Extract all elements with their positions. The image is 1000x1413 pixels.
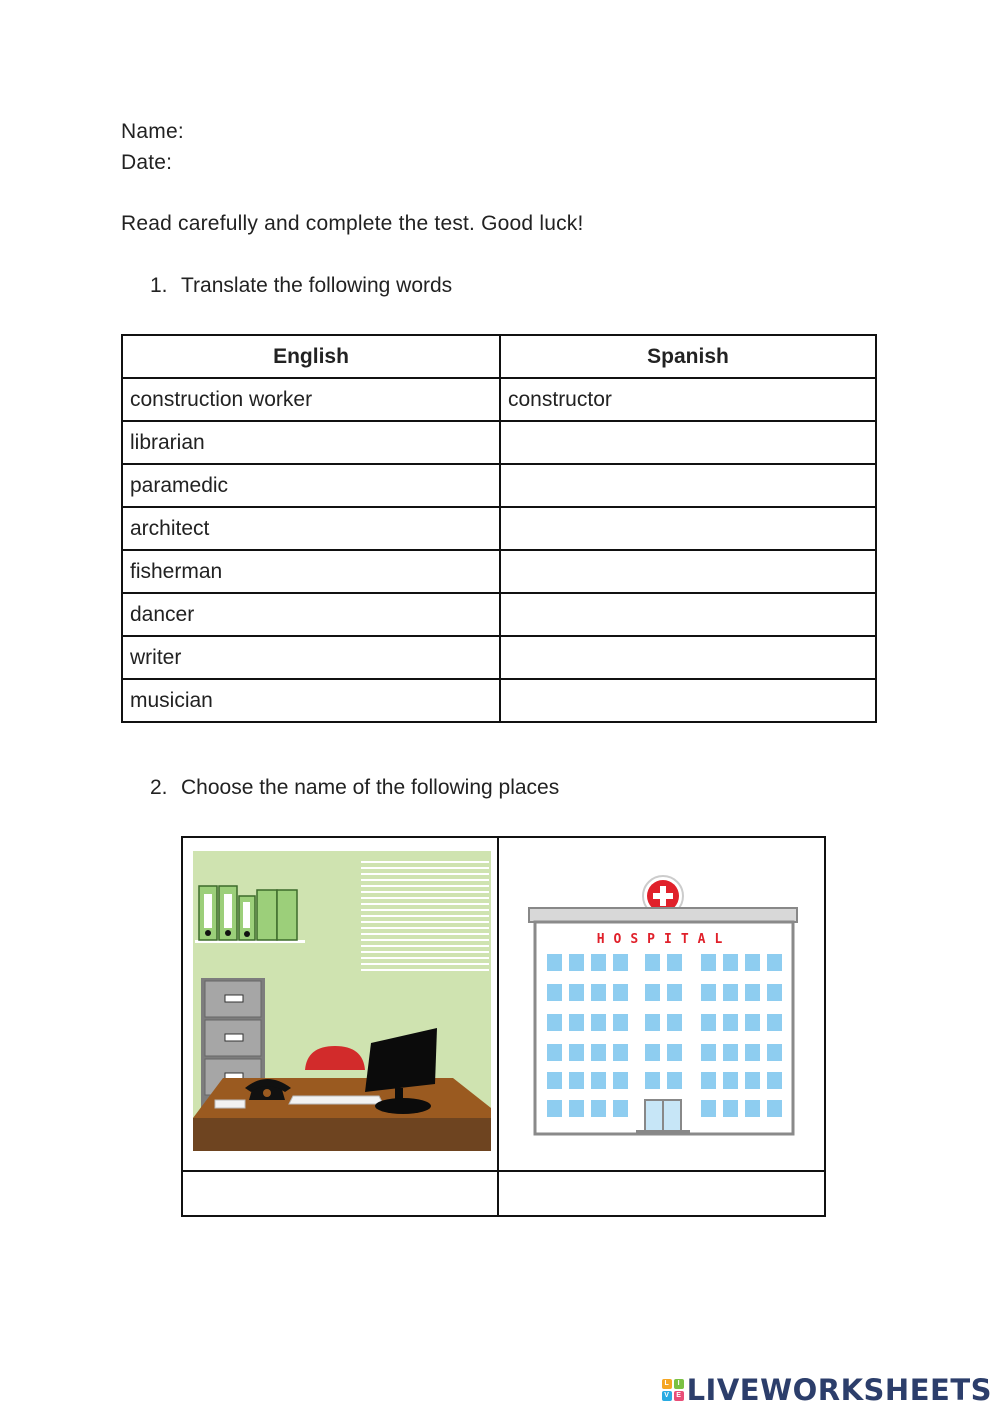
table-row	[122, 679, 876, 722]
hospital-window	[645, 1014, 660, 1031]
hospital-window	[547, 984, 562, 1001]
question-prompt: Choose the name of the following places	[181, 776, 560, 799]
hospital-window	[767, 1100, 782, 1117]
question-number: 1.	[150, 274, 168, 297]
question-1	[150, 274, 452, 298]
hospital-window	[645, 984, 660, 1001]
column-header-spanish: Spanish	[500, 335, 876, 378]
places-table	[181, 836, 826, 1217]
question-2	[150, 776, 559, 800]
hospital-window	[767, 954, 782, 971]
hospital-window	[547, 1044, 562, 1061]
hospital-window	[723, 1044, 738, 1061]
hospital-window	[745, 1044, 760, 1061]
table-row	[122, 421, 876, 464]
hospital-window	[723, 954, 738, 971]
spanish-answer-field[interactable]	[500, 593, 876, 636]
hospital-window	[645, 1072, 660, 1089]
table-row	[122, 636, 876, 679]
hospital-window	[745, 1100, 760, 1117]
hospital-window	[547, 1100, 562, 1117]
hospital-window	[613, 984, 628, 1001]
hospital-window	[645, 954, 660, 971]
hospital-window	[745, 1072, 760, 1089]
hospital-window	[723, 1072, 738, 1089]
hospital-window	[745, 954, 760, 971]
hospital-window	[701, 1072, 716, 1089]
hospital-window	[591, 1100, 606, 1117]
hospital-window	[591, 984, 606, 1001]
hospital-window	[701, 1014, 716, 1031]
spanish-answer-field[interactable]	[500, 679, 876, 722]
badge-letter: L	[662, 1379, 672, 1389]
hospital-window	[547, 1014, 562, 1031]
table-row	[122, 464, 876, 507]
instructions: Read carefully and complete the test. Good luck!	[121, 212, 584, 235]
hospital-window	[613, 1014, 628, 1031]
table-header-row	[122, 335, 876, 378]
table-row	[122, 507, 876, 550]
badge-letter: E	[674, 1391, 684, 1401]
hospital-window	[767, 984, 782, 1001]
hospital-window	[723, 1014, 738, 1031]
spanish-answer-field[interactable]	[500, 636, 876, 679]
name-label: Name:	[121, 120, 184, 143]
hospital-window	[701, 1044, 716, 1061]
hospital-window	[613, 1072, 628, 1089]
hospital-window	[645, 1044, 660, 1061]
office-illustration	[183, 838, 497, 1170]
hospital-window	[591, 1044, 606, 1061]
table-row	[122, 593, 876, 636]
english-word: writer	[122, 636, 500, 679]
spanish-answer-field[interactable]	[500, 507, 876, 550]
hospital-illustration	[499, 838, 824, 1170]
hospital-window	[745, 984, 760, 1001]
english-word: dancer	[122, 593, 500, 636]
hospital-window	[547, 954, 562, 971]
english-word: librarian	[122, 421, 500, 464]
hospital-window	[767, 1072, 782, 1089]
hospital-window	[767, 1014, 782, 1031]
hospital-window	[701, 1100, 716, 1117]
hospital-window	[569, 1044, 584, 1061]
spanish-answer-field[interactable]	[500, 550, 876, 593]
vocabulary-table	[121, 334, 877, 723]
spanish-answer-field[interactable]	[500, 421, 876, 464]
hospital-window	[667, 984, 682, 1001]
hospital-window	[613, 954, 628, 971]
question-number: 2.	[150, 776, 168, 799]
hospital-window	[667, 954, 682, 971]
hospital-window	[701, 954, 716, 971]
hospital-window	[613, 1044, 628, 1061]
hospital-window	[745, 1014, 760, 1031]
hospital-window	[723, 1100, 738, 1117]
english-word: construction worker	[122, 378, 500, 421]
liveworksheets-logo	[662, 1373, 992, 1407]
badge-letter: V	[662, 1391, 672, 1401]
place-answer-field-hospital[interactable]	[498, 1171, 825, 1216]
table-row	[122, 550, 876, 593]
date-label: Date:	[121, 151, 173, 174]
place-answer-field-office[interactable]	[182, 1171, 498, 1216]
hospital-window	[569, 1100, 584, 1117]
images-row	[182, 837, 825, 1171]
english-word: paramedic	[122, 464, 500, 507]
hospital-window	[569, 1014, 584, 1031]
hospital-window	[591, 1014, 606, 1031]
hospital-window	[569, 984, 584, 1001]
answer-row	[182, 1171, 825, 1216]
badge-letter: I	[674, 1379, 684, 1389]
spanish-answer-field[interactable]: constructor	[500, 378, 876, 421]
table-row	[122, 378, 876, 421]
hospital-window	[547, 1072, 562, 1089]
hospital-window	[723, 984, 738, 1001]
hospital-sign: HOSPITAL	[596, 932, 732, 947]
hospital-window	[667, 1044, 682, 1061]
spanish-answer-field[interactable]	[500, 464, 876, 507]
hospital-image-cell	[498, 837, 825, 1171]
hospital-window	[667, 1014, 682, 1031]
column-header-english: English	[122, 335, 500, 378]
hospital-window	[613, 1100, 628, 1117]
brand-name: LIVEWORKSHEETS	[686, 1373, 992, 1407]
question-prompt: Translate the following words	[181, 274, 453, 297]
hospital-window	[591, 1072, 606, 1089]
english-word: musician	[122, 679, 500, 722]
logo-badge-icon	[662, 1379, 684, 1401]
hospital-window	[591, 954, 606, 971]
english-word: fisherman	[122, 550, 500, 593]
hospital-window	[767, 1044, 782, 1061]
hospital-window	[569, 954, 584, 971]
english-word: architect	[122, 507, 500, 550]
office-image-cell	[182, 837, 498, 1171]
hospital-window	[701, 984, 716, 1001]
hospital-window	[667, 1072, 682, 1089]
hospital-window	[569, 1072, 584, 1089]
